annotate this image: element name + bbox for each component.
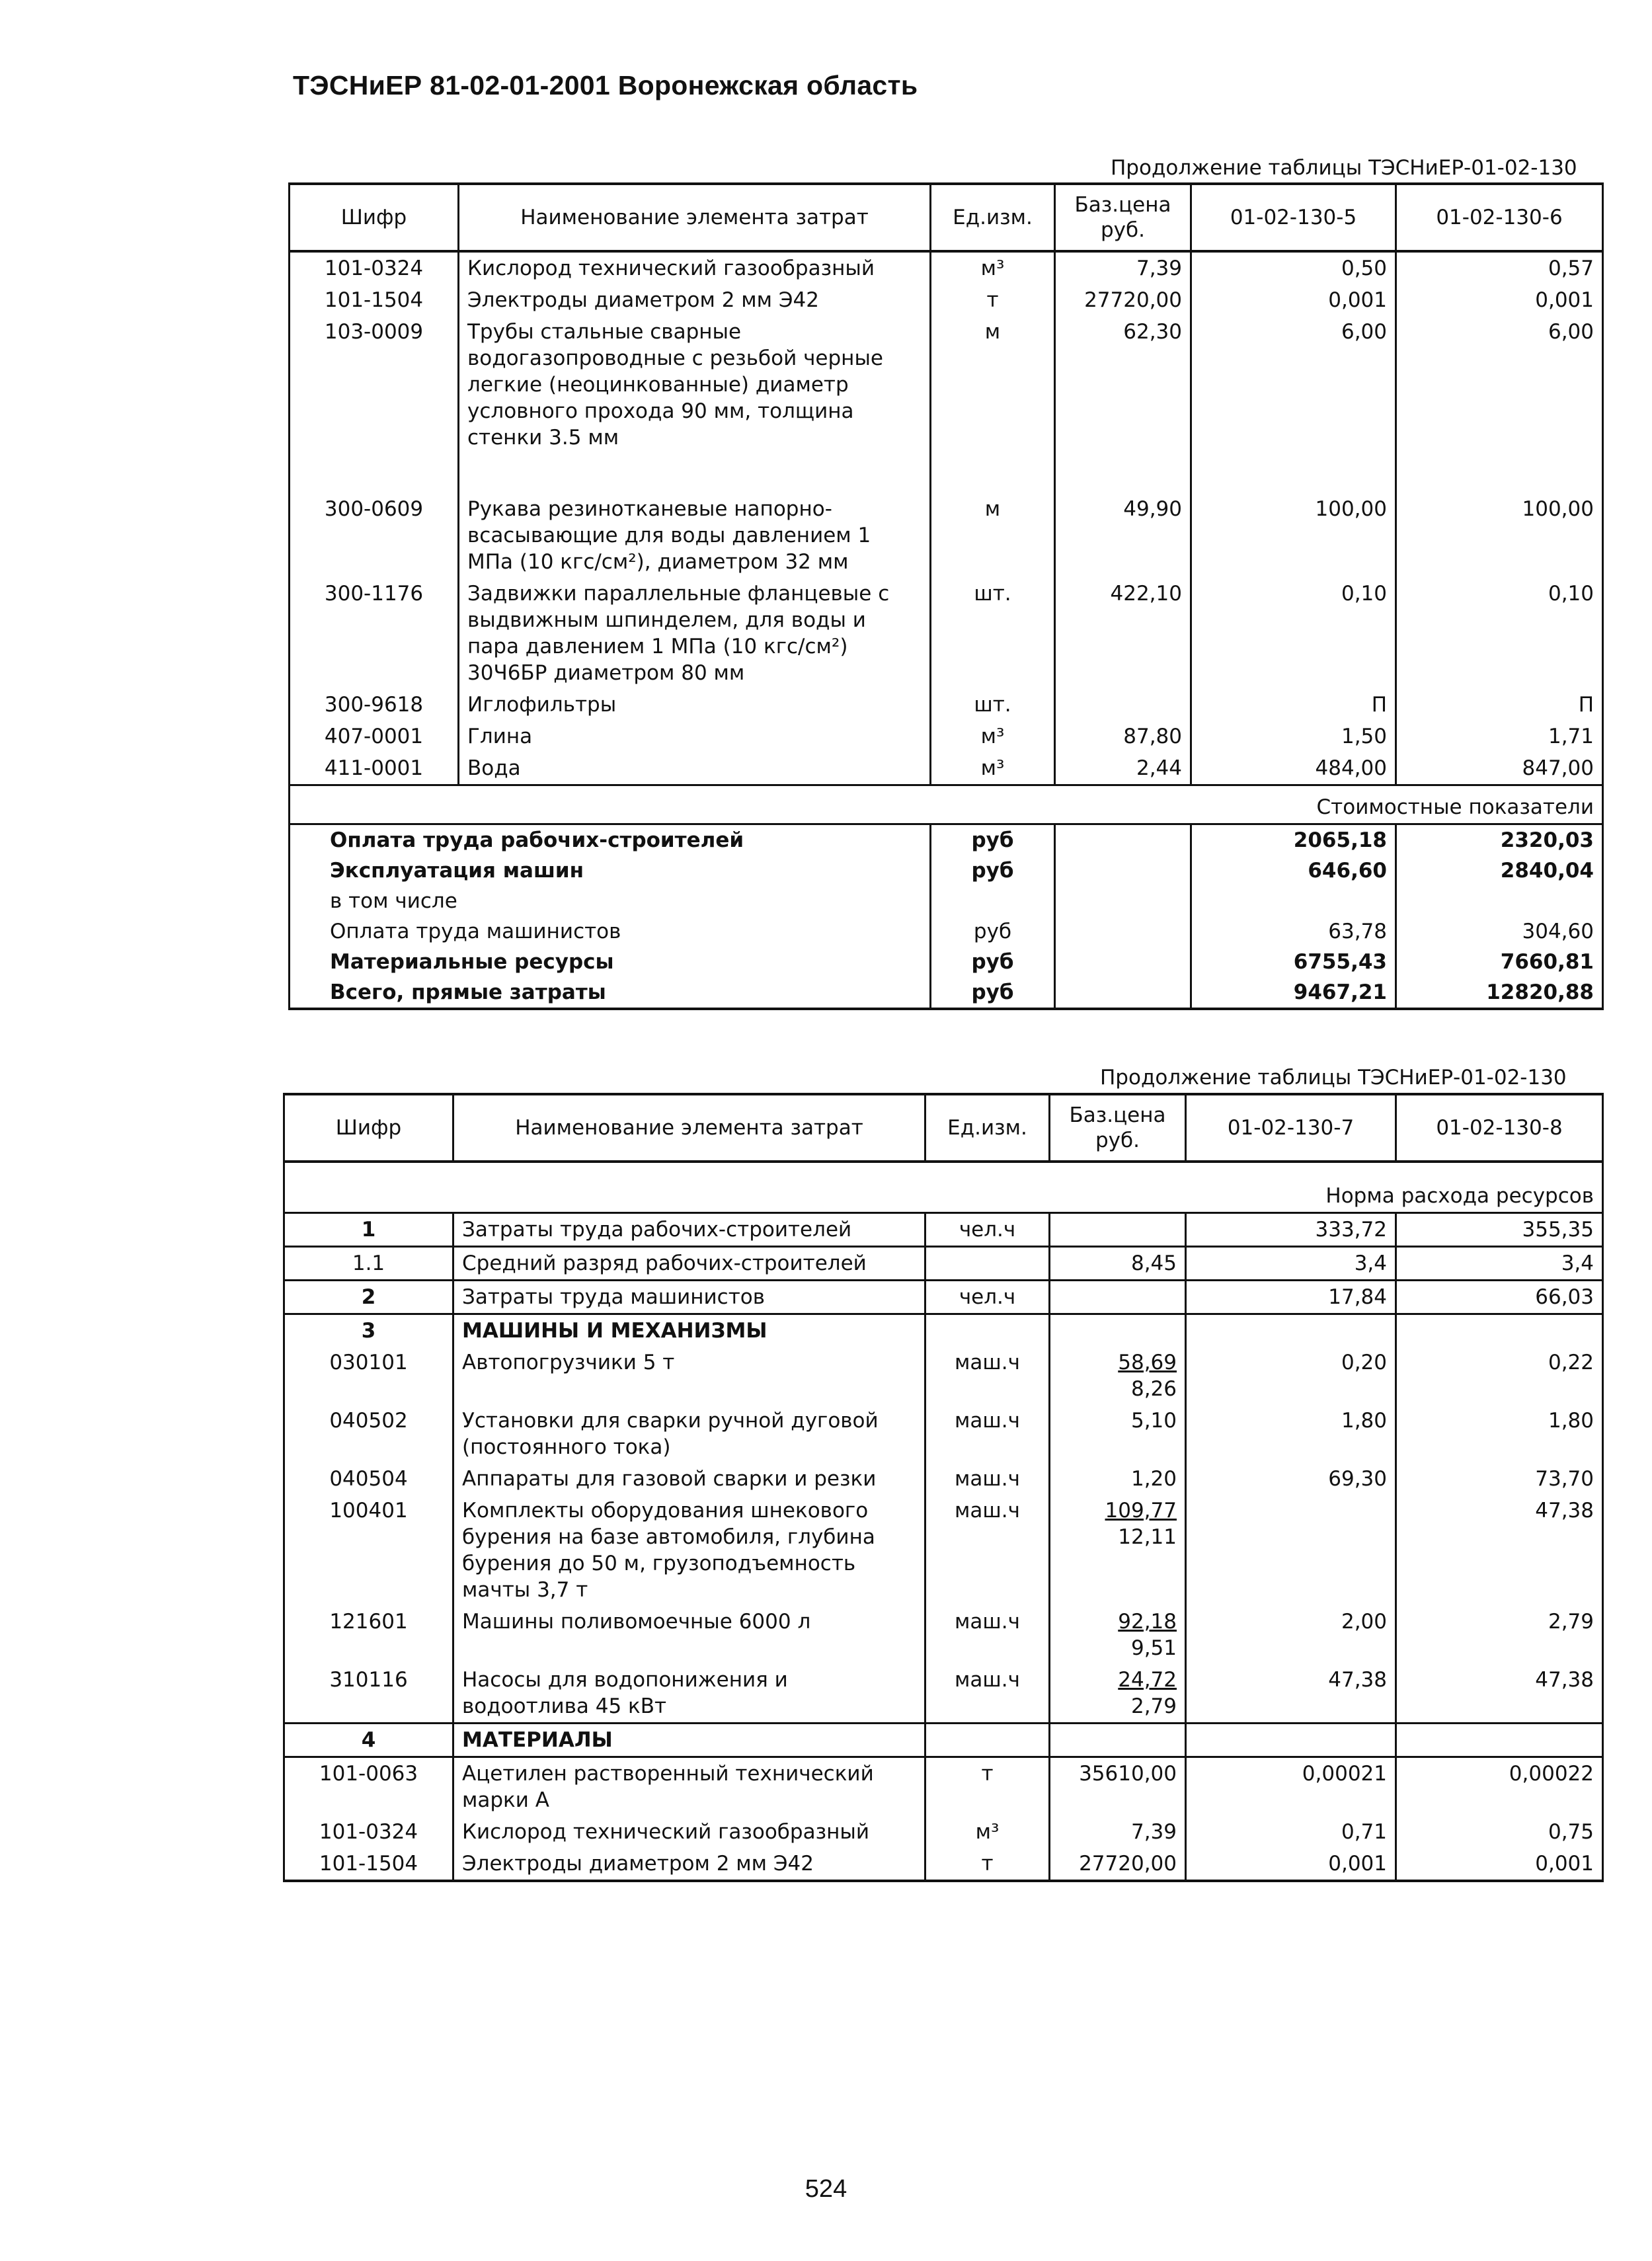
summary-value-1: 9467,21: [1191, 977, 1396, 1009]
machine-row: [284, 1347, 1603, 1405]
cell-value-1: 100,00: [1191, 493, 1396, 578]
table-row: [290, 721, 1603, 752]
cell-name: Электроды диаметром 2 мм Э42: [459, 284, 931, 316]
summary-value-2: 304,60: [1396, 916, 1603, 947]
col-header-code: Шифр: [284, 1094, 453, 1162]
spacer-cell: [1191, 454, 1396, 493]
summary-value-1: 6755,43: [1191, 947, 1396, 977]
cell-value-1: 69,30: [1186, 1463, 1396, 1495]
summary-name: Эксплуатация машин: [290, 855, 931, 886]
cell-name: Трубы стальные сварные водогазопроводные с резьбой черные легкие (неоцинкованные) диаметр условного прохода 90 мм, толщина стенки 3.5 мм: [459, 316, 931, 454]
cell-code: 310116: [284, 1664, 453, 1724]
summary-price-empty: [1055, 947, 1191, 977]
cell-name: Ацетилен растворенный технический марки А: [453, 1757, 925, 1817]
price-value: 7,39: [1130, 1820, 1177, 1844]
cell-value-1: 0,001: [1191, 284, 1396, 316]
table-row: [290, 689, 1603, 721]
norm-section-label-row: [284, 1162, 1603, 1213]
cell-code: 300-0609: [290, 493, 459, 578]
cell-price: [1050, 1463, 1186, 1495]
summary-value-2: 7660,81: [1396, 947, 1603, 977]
cell-value-2: 0,22: [1396, 1347, 1603, 1405]
cell-value-2: 47,38: [1396, 1495, 1603, 1606]
price-secondary-value: 2,79: [1130, 1694, 1177, 1718]
cell-value-2: 0,10: [1396, 578, 1603, 689]
cell-value-1: 0,20: [1186, 1347, 1396, 1405]
cell-name: Машины поливомоечные 6000 л: [453, 1606, 925, 1664]
cell-value-1: 0,001: [1186, 1848, 1396, 1881]
cell-price: 62,30: [1055, 316, 1191, 454]
cell-value-2: 0,001: [1396, 284, 1603, 316]
cell-name: Кислород технический газообразный: [459, 251, 931, 284]
summary-row: [290, 855, 1603, 886]
cell-unit: маш.ч: [925, 1664, 1050, 1724]
cell-price: [1050, 1757, 1186, 1817]
cell-code: 1: [284, 1213, 453, 1247]
machines-section-row: [284, 1314, 1603, 1347]
cell-value-2: 2,79: [1396, 1606, 1603, 1664]
cell-value-2: 47,38: [1396, 1664, 1603, 1724]
summary-value-1: 2065,18: [1191, 824, 1396, 856]
table-row: [290, 284, 1603, 316]
summary-name: Всего, прямые затраты: [290, 977, 931, 1009]
cell-code: 121601: [284, 1606, 453, 1664]
cell-value-2: П: [1396, 689, 1603, 721]
cell-unit: т: [925, 1848, 1050, 1881]
cell-unit: маш.ч: [925, 1463, 1050, 1495]
machine-row: [284, 1463, 1603, 1495]
cell-price: [1050, 1724, 1186, 1757]
summary-unit: [931, 886, 1055, 916]
cell-value-1: 0,50: [1191, 251, 1396, 284]
cell-value-2: 0,75: [1396, 1816, 1603, 1848]
machine-row: [284, 1606, 1603, 1664]
cell-price: [1050, 1347, 1186, 1405]
cell-code: 101-0324: [284, 1816, 453, 1848]
summary-row: [290, 824, 1603, 856]
cell-price: 422,10: [1055, 578, 1191, 689]
cell-name: Средний разряд рабочих-строителей: [453, 1247, 925, 1281]
summary-row: [290, 947, 1603, 977]
cell-name: Глина: [459, 721, 931, 752]
summary-value-2: 2320,03: [1396, 824, 1603, 856]
cell-name: Насосы для водопонижения и водоотлива 45 кВт: [453, 1664, 925, 1724]
summary-value-2: 2840,04: [1396, 855, 1603, 886]
cell-code: 1.1: [284, 1247, 453, 1281]
cell-name: Автопогрузчики 5 т: [453, 1347, 925, 1405]
cell-name: Установки для сварки ручной дуговой (постоянного тока): [453, 1405, 925, 1463]
labor-row: [284, 1213, 1603, 1247]
cell-name: Вода: [459, 752, 931, 785]
cell-price: [1050, 1281, 1186, 1314]
cell-value-1: 17,84: [1186, 1281, 1396, 1314]
cell-name: Иглофильтры: [459, 689, 931, 721]
cell-name: Электроды диаметром 2 мм Э42: [453, 1848, 925, 1881]
summary-row: [290, 977, 1603, 1009]
table1: [288, 182, 1602, 1010]
price-value: 27720,00: [1079, 1852, 1177, 1876]
cell-unit: маш.ч: [925, 1495, 1050, 1606]
col-header-price: Баз.цена руб.: [1050, 1094, 1186, 1162]
grade-row: [284, 1247, 1603, 1281]
cell-value-1: 0,71: [1186, 1816, 1396, 1848]
cell-price: 7,39: [1055, 251, 1191, 284]
summary-name: Оплата труда машинистов: [290, 916, 931, 947]
summary-name: в том числе: [290, 886, 931, 916]
cell-name: Кислород технический газообразный: [453, 1816, 925, 1848]
cell-value-1: 333,72: [1186, 1213, 1396, 1247]
summary-value-2: [1396, 886, 1603, 916]
cell-price: [1050, 1664, 1186, 1724]
summary-value-2: 12820,88: [1396, 977, 1603, 1009]
summary-price-empty: [1055, 916, 1191, 947]
cell-price: [1050, 1213, 1186, 1247]
spacer-row: [290, 454, 1603, 493]
table1-continuation-label: Продолжение таблицы ТЭСНиЕР-01-02-130: [1111, 156, 1577, 180]
cell-code: 101-1504: [284, 1848, 453, 1881]
summary-price-empty: [1055, 855, 1191, 886]
cell-unit: чел.ч: [925, 1213, 1050, 1247]
cell-price: 49,90: [1055, 493, 1191, 578]
cell-value-1: 47,38: [1186, 1664, 1396, 1724]
cell-code: 300-1176: [290, 578, 459, 689]
cell-code: 040504: [284, 1463, 453, 1495]
norm-section-label: Норма расхода ресурсов: [284, 1162, 1603, 1213]
col-header-var8: 01-02-130-8: [1396, 1094, 1603, 1162]
cell-price: [1050, 1314, 1186, 1347]
cell-value-1: П: [1191, 689, 1396, 721]
price-value: 58,69: [1118, 1351, 1177, 1374]
machine-row: [284, 1495, 1603, 1606]
table-row: [290, 316, 1603, 454]
table-row: [290, 493, 1603, 578]
materials-section-row: [284, 1724, 1603, 1757]
table-row: [290, 251, 1603, 284]
cell-name: Затраты труда рабочих-строителей: [453, 1213, 925, 1247]
cell-name: МАШИНЫ И МЕХАНИЗМЫ: [453, 1314, 925, 1347]
cell-unit: т: [925, 1757, 1050, 1817]
summary-value-1: [1191, 886, 1396, 916]
cell-price: [1050, 1405, 1186, 1463]
cell-unit: м³: [925, 1816, 1050, 1848]
cell-unit: [925, 1314, 1050, 1347]
cell-price: [1050, 1606, 1186, 1664]
price-value: 8,45: [1130, 1251, 1177, 1275]
cell-code: 4: [284, 1724, 453, 1757]
cell-unit: м: [931, 493, 1055, 578]
cell-value-2: [1396, 1724, 1603, 1757]
cell-value-2: 0,00022: [1396, 1757, 1603, 1817]
cell-value-2: 73,70: [1396, 1463, 1603, 1495]
summary-price-empty: [1055, 886, 1191, 916]
summary-price-empty: [1055, 977, 1191, 1009]
col-header-unit: Ед.изм.: [925, 1094, 1050, 1162]
col-header-name: Наименование элемента затрат: [459, 184, 931, 251]
cell-unit: м³: [931, 721, 1055, 752]
cell-name: Рукава резинотканевые напорно-всасывающие для воды давлением 1 МПа (10 кгс/см²), диаметром 32 мм: [459, 493, 931, 578]
cell-name: Затраты труда машинистов: [453, 1281, 925, 1314]
cell-price: 87,80: [1055, 721, 1191, 752]
price-value: 35610,00: [1079, 1762, 1177, 1786]
cell-value-1: 0,00021: [1186, 1757, 1396, 1817]
cell-price: 27720,00: [1055, 284, 1191, 316]
price-value: 5,10: [1130, 1409, 1177, 1433]
material-row: [284, 1848, 1603, 1881]
cell-value-1: 3,4: [1186, 1247, 1396, 1281]
cell-price: [1050, 1848, 1186, 1881]
cell-value-1: [1186, 1314, 1396, 1347]
cell-value-1: 6,00: [1191, 316, 1396, 454]
cell-value-1: 1,80: [1186, 1405, 1396, 1463]
summary-row: [290, 916, 1603, 947]
cell-unit: шт.: [931, 689, 1055, 721]
cell-code: 3: [284, 1314, 453, 1347]
spacer-cell: [290, 454, 459, 493]
cell-value-2: 6,00: [1396, 316, 1603, 454]
summary-header-row: [290, 785, 1603, 824]
cell-unit: [925, 1247, 1050, 1281]
cell-name: Аппараты для газовой сварки и резки: [453, 1463, 925, 1495]
cell-unit: чел.ч: [925, 1281, 1050, 1314]
cell-value-2: 355,35: [1396, 1213, 1603, 1247]
col-header-code: Шифр: [290, 184, 459, 251]
cell-price: [1050, 1247, 1186, 1281]
price-secondary-value: 8,26: [1130, 1377, 1177, 1401]
spacer-cell: [1055, 454, 1191, 493]
document-title: ТЭСНиЕР 81-02-01-2001 Воронежская область: [293, 70, 918, 100]
cell-price: [1050, 1495, 1186, 1606]
material-row: [284, 1757, 1603, 1817]
machinists-row: [284, 1281, 1603, 1314]
price-secondary-value: 9,51: [1130, 1636, 1177, 1660]
page-number: 524: [805, 2175, 847, 2203]
cell-value-1: 484,00: [1191, 752, 1396, 785]
cell-unit: м: [931, 316, 1055, 454]
machine-row: [284, 1405, 1603, 1463]
price-value: 1,20: [1130, 1467, 1177, 1491]
spacer-cell: [1396, 454, 1603, 493]
cell-unit: т: [931, 284, 1055, 316]
cell-price: [1050, 1816, 1186, 1848]
summary-price-empty: [1055, 824, 1191, 856]
col-header-name: Наименование элемента затрат: [453, 1094, 925, 1162]
summary-name: Материальные ресурсы: [290, 947, 931, 977]
cell-code: 103-0009: [290, 316, 459, 454]
cell-value-2: 1,71: [1396, 721, 1603, 752]
cell-unit: маш.ч: [925, 1405, 1050, 1463]
cell-code: 101-0324: [290, 251, 459, 284]
price-value: 24,72: [1118, 1668, 1177, 1692]
cell-code: 407-0001: [290, 721, 459, 752]
cell-code: 101-1504: [290, 284, 459, 316]
summary-row: [290, 886, 1603, 916]
summary-unit: руб: [931, 947, 1055, 977]
cell-price: 2,44: [1055, 752, 1191, 785]
cell-value-2: 3,4: [1396, 1247, 1603, 1281]
summary-unit: руб: [931, 855, 1055, 886]
cell-value-2: 0,001: [1396, 1848, 1603, 1881]
cell-unit: маш.ч: [925, 1606, 1050, 1664]
summary-section-label: Стоимостные показатели: [290, 785, 1603, 824]
price-secondary-value: 12,11: [1118, 1525, 1177, 1549]
table-row: [290, 578, 1603, 689]
cell-value-2: 100,00: [1396, 493, 1603, 578]
cell-value-1: 1,50: [1191, 721, 1396, 752]
summary-value-1: 646,60: [1191, 855, 1396, 886]
cell-code: 2: [284, 1281, 453, 1314]
summary-value-1: 63,78: [1191, 916, 1396, 947]
summary-unit: руб: [931, 916, 1055, 947]
summary-unit: руб: [931, 977, 1055, 1009]
cell-name: Задвижки параллельные фланцевые с выдвижным шпинделем, для воды и пара давлением 1 МПа (10 кгс/см²) 30Ч6БР диаметром 80 мм: [459, 578, 931, 689]
cell-unit: [925, 1724, 1050, 1757]
price-value: 109,77: [1105, 1499, 1177, 1523]
cell-code: 040502: [284, 1405, 453, 1463]
cell-code: 101-0063: [284, 1757, 453, 1817]
col-header-var5: 01-02-130-5: [1191, 184, 1396, 251]
col-header-unit: Ед.изм.: [931, 184, 1055, 251]
summary-name: Оплата труда рабочих-строителей: [290, 824, 931, 856]
cell-code: 411-0001: [290, 752, 459, 785]
col-header-var7: 01-02-130-7: [1186, 1094, 1396, 1162]
cell-value-1: 2,00: [1186, 1606, 1396, 1664]
cell-value-1: [1186, 1724, 1396, 1757]
price-value: 92,18: [1118, 1610, 1177, 1634]
table2: [283, 1093, 1602, 1882]
spacer-cell: [931, 454, 1055, 493]
table-row: [290, 752, 1603, 785]
cell-unit: шт.: [931, 578, 1055, 689]
cell-value-2: 1,80: [1396, 1405, 1603, 1463]
table2-continuation-label: Продолжение таблицы ТЭСНиЕР-01-02-130: [1100, 1066, 1567, 1090]
cell-value-2: 66,03: [1396, 1281, 1603, 1314]
cell-code: 300-9618: [290, 689, 459, 721]
col-header-var6: 01-02-130-6: [1396, 184, 1603, 251]
cell-value-2: 0,57: [1396, 251, 1603, 284]
cell-unit: маш.ч: [925, 1347, 1050, 1405]
cell-value-1: 0,10: [1191, 578, 1396, 689]
cell-price: [1055, 689, 1191, 721]
col-header-price: Баз.цена руб.: [1055, 184, 1191, 251]
cell-unit: м³: [931, 251, 1055, 284]
cell-code: 030101: [284, 1347, 453, 1405]
cell-code: 100401: [284, 1495, 453, 1606]
machine-row: [284, 1664, 1603, 1724]
spacer-cell: [459, 454, 931, 493]
material-row: [284, 1816, 1603, 1848]
cell-name: Комплекты оборудования шнекового бурения на базе автомобиля, глубина бурения до 50 м, грузоподъемность мачты 3,7 т: [453, 1495, 925, 1606]
cell-value-2: [1396, 1314, 1603, 1347]
cell-unit: м³: [931, 752, 1055, 785]
cell-value-2: 847,00: [1396, 752, 1603, 785]
summary-unit: руб: [931, 824, 1055, 856]
cell-name: МАТЕРИАЛЫ: [453, 1724, 925, 1757]
cell-value-1: [1186, 1495, 1396, 1606]
